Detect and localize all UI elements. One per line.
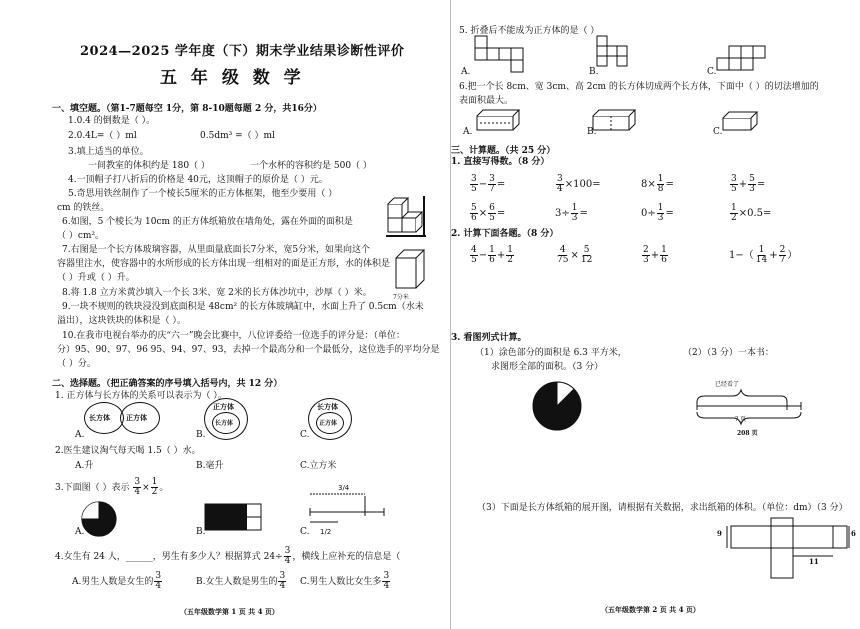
venn-a-rect-label: 长方体 [89,413,110,422]
fraction-c4: $\frac{3}{4}$ [284,546,291,566]
venn-a-cube-label: 正方体 [126,413,147,422]
calc-1-3: 8× $\frac{1}{8}$ = [641,174,674,194]
net-option-c: C. [707,67,717,77]
calc-2-3: $\frac{2}{3}$ + $\frac{1}{6}$ [643,245,667,265]
cut-option-c: C. [713,127,723,137]
problem-3-3: （3）下面是长方体纸箱的展开图，请根据有关数据，求出纸箱的体积。（单位：dm）（3 分） [477,503,848,513]
calc-part-3: 3. 看图列式计算。 [451,333,527,343]
net-option-b: B. [589,67,599,77]
stacked-cubes-figure [386,196,426,238]
cube-net-b [593,32,637,76]
rectangle-shaded-figure [204,503,262,531]
glass-container-figure [394,248,428,294]
calc-1-6: 3÷ $\frac{1}{3}$ = [555,203,588,223]
question-p2-6: 6.把一个长 8cm、宽 3cm、高 2cm 的长方体切成两个长方体，下面中（ ）的切法增加的 [459,82,819,92]
dim-9-label: 9 [717,529,722,538]
section-choice: 二、选择题。（把正确答案的序号填入括号内，共 12 分） [52,379,283,389]
calc-part-1: 1. 直接写得数。（8 分） [451,157,550,167]
fraction-one-half: $\frac{1}{2}$ [151,477,158,497]
choice-4-option-c: C.男生人数比女生多 $\frac{3}{4}$ [300,571,390,591]
choice-1-option-a: A. [75,430,85,440]
exam-page-2 [450,0,860,629]
question-8: 8.将 1.8 立方米黄沙填入一个长 3米、宽 2米的长方体沙坑中，沙厚（ ）米。 [62,288,372,298]
problem-3-2: （2）（3 分）一本书： [683,348,774,358]
question-10: 10.在我市电视台举办的庆“六一”晚会比赛中，八位评委给一位选手的评分是：（单位： [62,331,406,341]
calc-1-2: $\frac{3}{4}$ ×100= [557,174,601,194]
box-net-figure [721,516,851,582]
question-3: 3.填上适当的单位。 [68,147,149,157]
choice-2-option-c: C.立方米 [300,461,337,471]
question-2b: 0.5dm³ =（ ）ml [200,131,275,141]
dim-11-label: 11 [809,557,819,566]
question-2a: 2.0.4L=（ ）ml [68,131,137,141]
problem-3-1: （1）涂色部分的面积是 6.3 平方米， [475,348,627,358]
choice-3-text: 3.下面图（ ）表示 [55,483,130,493]
question-9: 9.一块不规则的铁块浸没到底面积是 48cm² 的长方体玻璃缸中，水面上升了 0.5cm（水未 [62,302,424,312]
book-read-label: 已经看了 [715,381,740,388]
calc-1-1: $\frac{3}{5}$ − $\frac{3}{7}$ = [471,174,506,194]
question-5-tail: cm 的铁丝。 [57,203,110,213]
cut-box-c [721,110,761,134]
choice-4: 4.女生有 24 人，______，男生有多少人？根据算式 24÷ $\frac{3}{4}$ ，横线上应补充的信息是（ [55,546,401,566]
fraction-three-quarters: $\frac{3}{4}$ [134,477,141,497]
exam-subject: 五 年 级 数 学 [160,68,305,88]
choice-3-option-c: C. [300,527,310,537]
venn-c-inner-label: 正方体 [319,420,338,427]
choice-4-option-b: B.女生人数是男生的 $\frac{3}{4}$ [196,571,286,591]
exam-title: 2024—2025 学年度（下）期末学业结果诊断性评价 [80,44,405,59]
net-option-a: A. [461,67,471,77]
question-3a: 一间教室的体积约是 180（ ） [88,161,210,171]
section-calculation: 三、计算题。（共 25 分） [451,146,556,156]
segment-figure [308,482,388,540]
section-fill-blank: 一、填空题。（第1-7题每空 1分，第 8-10题每题 2 分，共16分） [52,104,322,114]
question-5: 5.奇思用铁丝制作了一个棱长5厘米的正方体框架，他至少要用（ ） [68,189,338,199]
container-length-label: 7分米 [393,294,409,301]
calc-1-7: 0÷ $\frac{1}{3}$ = [641,203,674,223]
cube-net-a [473,34,533,74]
calc-2-4: 1−（ $\frac{1}{14}$ + $\frac{2}{7}$ ） [729,245,798,265]
choice-2: 2.医生建议淘气每天喝 1.5（ ）水。 [55,446,201,456]
calc-2-1: $\frac{4}{5}$ − $\frac{1}{6}$ + $\frac{1}{2}$ [471,245,513,265]
calc-1-4: $\frac{3}{5}$ + $\frac{5}{3}$ = [731,174,766,194]
choice-4-text: 4.女生有 24 人，______，男生有多少人？根据算式 24÷ [55,552,283,562]
calc-part-2: 2. 计算下面各题。（8 分） [451,229,559,239]
question-1: 1.0.4 的倒数是（ ）。 [68,116,156,126]
calc-1-5: $\frac{5}{6}$ × $\frac{6}{5}$ = [471,203,506,223]
svg-text:1/2: 1/2 [320,528,332,536]
question-7: 7.右图是一个长方体玻璃容器，从里面量底面长7分米，宽5分米，如果向这个 [62,245,371,255]
book-unknown-label: ? 页 [735,416,747,423]
venn-c-outer-label: 长方体 [317,402,338,411]
cut-box-b [591,108,637,134]
calc-1-8: $\frac{1}{2}$ ×0.5= [731,203,772,223]
question-6-tail: （ ）cm²。 [57,231,105,241]
choice-2-option-b: B.毫升 [196,461,224,471]
question-p2-5: 5. 折叠后不能成为正方体的是（ ） [459,26,600,36]
choice-4-option-a: A.男生人数是女生的 $\frac{3}{4}$ [72,571,162,591]
cut-option-b: B. [587,127,597,137]
question-6: 6.如图，5 个棱长为 10cm 的正方体纸箱放在墙角处，露在外面的面积是 [62,217,353,227]
question-p2-6b: 表面积最大。 [459,96,514,106]
problem-3-1b: 求图形全部的面积。（3 分） [491,362,604,372]
question-10b: 分）95、90、97、96 95、94、97、93，去掉一个最高分和一个最低分，这位选手的平均分是 [57,345,440,355]
dim-6-label: 6 [851,529,856,538]
question-7c: （ ）升或（ ）升。 [57,273,135,283]
question-7b: 容器里注水，使容器中的水所形成的长方体出现一组相对的面是正方形，水的体积是 [57,259,391,269]
venn-b-outer-label: 正方体 [213,402,234,411]
choice-3: 3.下面图（ ）表示 $\frac{3}{4}$ × $\frac{1}{2}$ 。 [55,477,169,497]
choice-1-option-c: C. [300,430,310,440]
page-1-footer: （五年级数学第 1 页 共 4 页） [180,607,279,616]
choice-3-option-a: A. [75,527,85,537]
choice-1: 1. 正方体与长方体的关系可以表示为（ ）。 [55,391,227,401]
page-2-footer: （五年级数学第 2 页 共 4 页） [601,605,700,614]
choice-2-option-a: A.升 [75,461,94,471]
pie-shaded-figure [531,380,583,432]
svg-text:3/4: 3/4 [338,484,350,492]
question-9-tail: 溢出），这块铁块的体积是（ ）。 [57,316,186,326]
question-3b: 一个水杯的容积约是 500（ ） [250,161,372,171]
question-4: 4.一顶帽子打八折后的价格是 40元，这顶帽子的原价是（ ）元。 [68,175,328,185]
cube-net-c [715,44,771,76]
venn-b-inner-label: 长方体 [215,420,234,427]
circle-quarter-figure [80,500,118,538]
cut-box-a [475,108,521,134]
choice-1-option-b: B. [196,430,206,440]
cut-option-a: A. [463,127,473,137]
book-total-label: 208 页 [737,430,758,437]
choice-3-option-b: B. [196,527,206,537]
question-10c: （ ）分。 [57,359,96,369]
calc-2-2: $\frac{4}{75}$ × $\frac{5}{12}$ [557,245,593,265]
